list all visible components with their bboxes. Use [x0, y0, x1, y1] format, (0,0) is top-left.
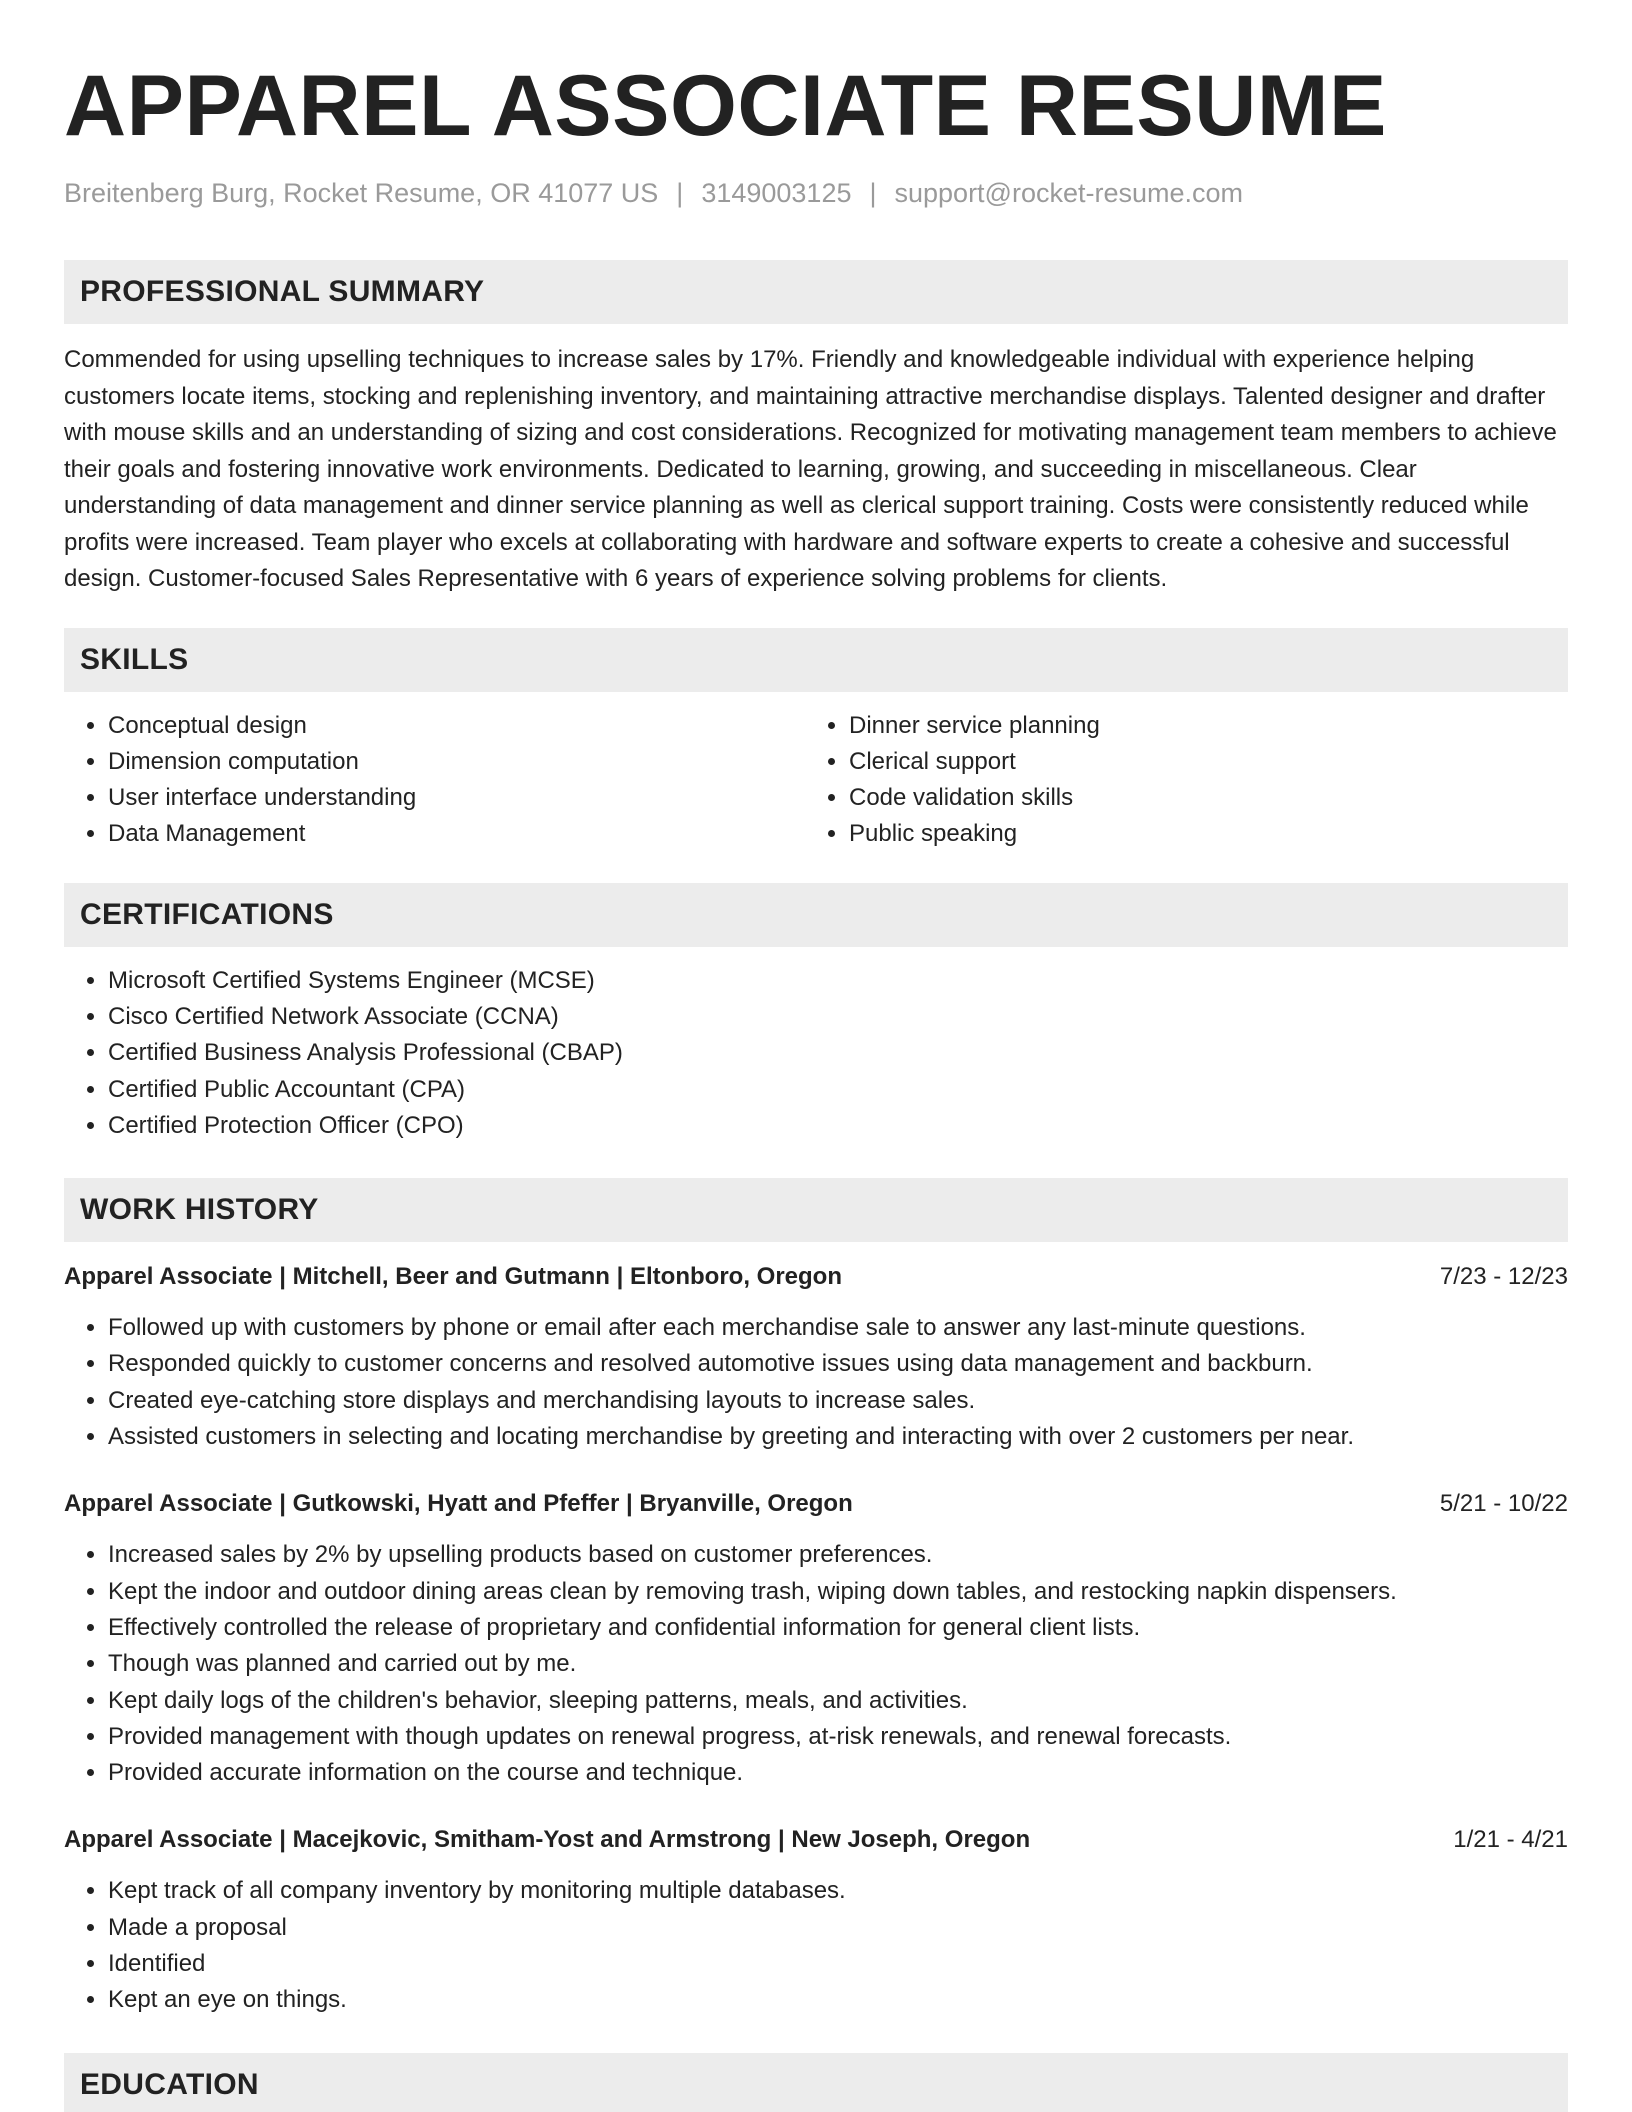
job-bullet: • Kept the indoor and outdoor dining areas clean by removing trash, wiping down tables, and restocking napkin dispensers.	[108, 1574, 1568, 1610]
job-bullet: • Though was planned and carried out by me.	[108, 1646, 1568, 1682]
job-dates: 5/21 - 10/22	[1439, 1490, 1568, 1518]
job-heading: Apparel Associate | Mitchell, Beer and Gutmann | Eltonboro, Oregon	[64, 1263, 842, 1291]
job-bullet: • Made a proposal	[108, 1910, 1568, 1946]
job-bullet: • Responded quickly to customer concerns and resolved automotive issues using data management and backburn.	[108, 1346, 1568, 1382]
contact-separator: |	[869, 178, 877, 208]
skills-section-header	[64, 628, 1568, 692]
certifications-section-title: CERTIFICATIONS	[80, 897, 334, 931]
education-section-title: EDUCATION	[80, 2067, 259, 2101]
certifications-section-header	[64, 883, 1568, 947]
education-section-header	[64, 2053, 1568, 2112]
job-header	[64, 1823, 1568, 1857]
job-bullet: • Assisted customers in selecting and locating merchandise by greeting and interacting with over 2 customers per near.	[108, 1419, 1568, 1455]
job-bullet: • Identified	[108, 1946, 1568, 1982]
job-bullet: • Kept daily logs of the children's behavior, sleeping patterns, meals, and activities.	[108, 1683, 1568, 1719]
job-header	[64, 1260, 1568, 1294]
job-bullet: • Kept track of all company inventory by monitoring multiple databases.	[108, 1873, 1568, 1909]
certification-item: • Microsoft Certified Systems Engineer (MCSE)	[108, 963, 1568, 999]
work-history-section-header	[64, 1178, 1568, 1242]
skills-grid	[64, 708, 1568, 853]
job-bullet: • Effectively controlled the release of proprietary and confidential information for general client lists.	[108, 1610, 1568, 1646]
contact-separator: |	[676, 178, 684, 208]
skills-list-left	[64, 708, 805, 853]
job-bullet: • Followed up with customers by phone or email after each merchandise sale to answer any last-minute questions.	[108, 1310, 1568, 1346]
job-header	[64, 1487, 1568, 1521]
summary-section-title: PROFESSIONAL SUMMARY	[80, 275, 485, 308]
contact-phone: 3149003125	[701, 178, 852, 208]
job-bullets	[64, 1537, 1568, 1791]
job-bullet: • Created eye-catching store displays and merchandising layouts to increase sales.	[108, 1383, 1568, 1419]
job-dates: 7/23 - 12/23	[1439, 1263, 1568, 1291]
job-bullets	[64, 1873, 1568, 2018]
contact-email: support@rocket-resume.com	[894, 178, 1244, 208]
contact-line	[64, 176, 1568, 210]
certifications-list	[64, 963, 1568, 1144]
resume-title: APPAREL ASSOCIATE RESUME	[64, 58, 1387, 154]
job-bullet: • Provided management with though updates on renewal progress, at-risk renewals, and renewal forecasts.	[108, 1719, 1568, 1755]
skill-item: • Data Management	[108, 816, 805, 852]
certification-item: • Certified Protection Officer (CPO)	[108, 1108, 1568, 1144]
contact-address: Breitenberg Burg, Rocket Resume, OR 41077 US	[64, 178, 659, 208]
job-entry	[64, 1823, 1568, 2018]
job-bullet: • Increased sales by 2% by upselling products based on customer preferences.	[108, 1537, 1568, 1573]
skill-item: • Public speaking	[849, 816, 1546, 852]
skill-item: • Code validation skills	[849, 780, 1546, 816]
job-entry	[64, 1260, 1568, 1455]
job-bullet: • Provided accurate information on the course and technique.	[108, 1755, 1568, 1791]
summary-text: Commended for using upselling techniques to increase sales by 17%. Friendly and knowledgeable individual with experience helping customers locate items, stocking and replenishing inventory, and maintaining attractive merchandise displays. Talented designer and drafter with mouse skills and an understanding of sizing and cost considerations. Recognized for motivating management team members to achieve their goals and fostering innovative work environments. Dedicated to learning, growing, and succeeding in miscellaneous. Clear understanding of data management and dinner service planning as well as clerical support training. Costs were consistently reduced while profits were increased. Team player who excels at collaborating with hardware and software experts to create a cohesive and successful design. Customer-focused Sales Representative with 6 years of experience solving problems for clients.	[64, 346, 1557, 592]
job-dates: 1/21 - 4/21	[1453, 1826, 1568, 1854]
job-heading: Apparel Associate | Macejkovic, Smitham-Yost and Armstrong | New Joseph, Oregon	[64, 1826, 1031, 1854]
skill-item: • Dinner service planning	[849, 708, 1546, 744]
skills-list-right	[805, 708, 1546, 853]
skills-section-title: SKILLS	[80, 642, 189, 676]
job-entry	[64, 1487, 1568, 1791]
certification-item: • Certified Public Accountant (CPA)	[108, 1072, 1568, 1108]
skill-item: • Clerical support	[849, 744, 1546, 780]
work-history-section-title: WORK HISTORY	[80, 1193, 319, 1227]
job-heading: Apparel Associate | Gutkowski, Hyatt and Pfeffer | Bryanville, Oregon	[64, 1490, 853, 1518]
job-bullets	[64, 1310, 1568, 1455]
certification-item: • Cisco Certified Network Associate (CCNA)	[108, 999, 1568, 1035]
skill-item: • User interface understanding	[108, 780, 805, 816]
certification-item: • Certified Business Analysis Professional (CBAP)	[108, 1035, 1568, 1071]
summary-section-header	[64, 260, 1568, 324]
job-bullet: • Kept an eye on things.	[108, 1982, 1568, 2018]
skill-item: • Conceptual design	[108, 708, 805, 744]
skill-item: • Dimension computation	[108, 744, 805, 780]
